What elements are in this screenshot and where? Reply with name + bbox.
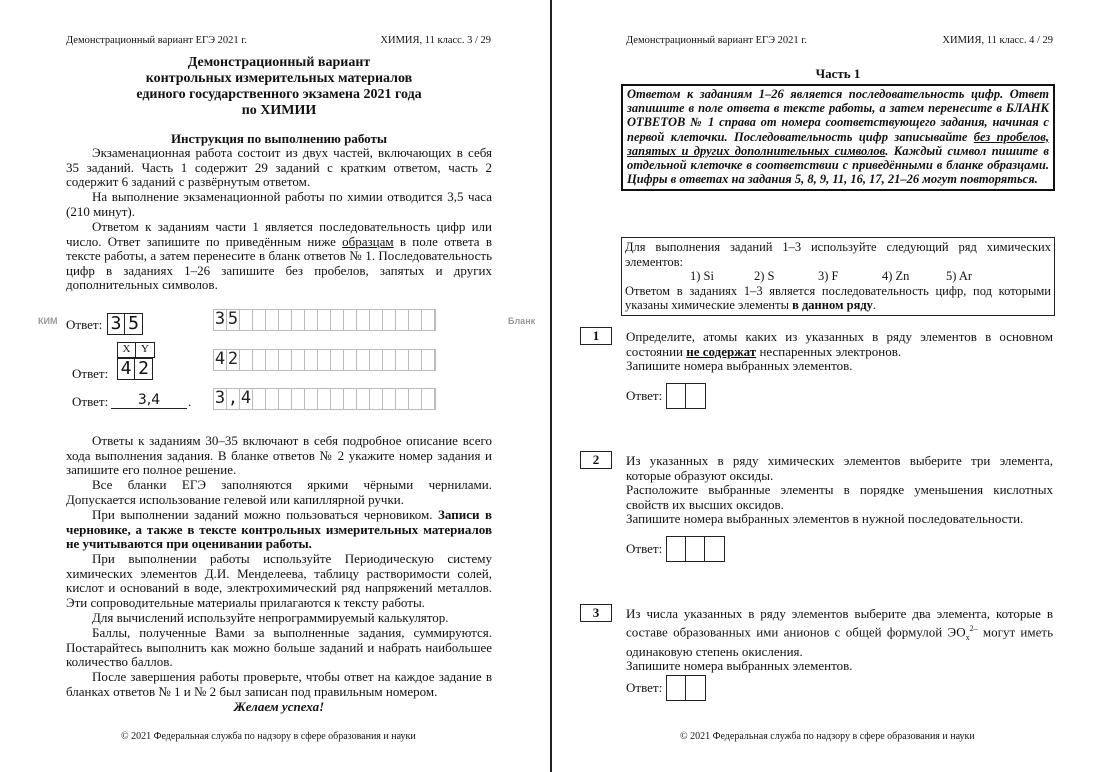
para-7: При выполнении работы используйте Периодическую систему химических элементов Д.И. Менделеева, таблицу растворимости солей, кислот и оснований в воде, электрохимический ряд напряжений металлов. Эти сопроводительные материалы прилагаются к тексту работы. [66, 551, 492, 610]
sample2-digit-2: 2 [138, 358, 149, 379]
sample3-dot: . [188, 394, 192, 409]
para-2: На выполнение экзаменационной работы по химии отводится 3,5 часа (210 минут). [66, 189, 492, 219]
title-line-2: контрольных измерительных материалов [145, 71, 413, 86]
q1-answer-label: Ответ: [626, 388, 663, 403]
element-list [625, 269, 1051, 284]
blank3-cell: , [227, 388, 239, 408]
para-6-bold: Записи в черновике, а также в тексте контрольных измерительных материалов не учитываются при оценивании работы. [66, 507, 493, 551]
q2-c: Запишите номера выбранных элементов в нужной последовательности. [626, 511, 1024, 526]
q3-b: могут иметь одинаковую степень окисления. [626, 623, 1053, 659]
para-10: После завершения работы проверьте, чтобы ответ на каждое задание в бланках ответов № 1 и № 2 был записан под правильным номером. [66, 669, 492, 699]
title-line-4: по ХИМИИ [241, 103, 317, 118]
para-3 [66, 220, 492, 293]
element-item: 2) S [754, 269, 775, 283]
para-9: Баллы, полученные Вами за выполненные задания, суммируются. Постарайтесь выполнить как можно больше заданий и набрать наибольшее количество баллов. [66, 625, 492, 669]
kim-label: КИМ [38, 316, 58, 326]
blank2-cell: 2 [227, 349, 239, 369]
q1-a: Определите, атомы каких из указанных в ряду элементов в основном состоянии [626, 329, 1053, 359]
sample2-digit-1: 4 [118, 359, 135, 379]
q2-a: Из указанных в ряду химических элементов выберите три элемента, которые образуют оксиды. [626, 453, 1053, 483]
element-item: 5) Ar [946, 269, 973, 283]
q1-c: Запишите номера выбранных элементов. [626, 358, 853, 373]
answer-cell[interactable] [667, 537, 686, 561]
question-3-number: 3 [580, 604, 612, 622]
right-header-left: Демонстрационный вариант ЕГЭ 2021 г. [626, 35, 808, 46]
sample1-answer-label: Ответ: [66, 317, 103, 332]
sample3-answer-value: 3,4 [111, 392, 187, 409]
question-2-text [626, 454, 1053, 527]
xy-header-y: Y [141, 343, 149, 355]
sample1-digit-2: 5 [128, 313, 139, 334]
para-3-b: в поле ответа в тексте работы, а затем перенесите в бланк ответов № 1. Последовательность цифр в заданиях 1–26 запишите без пробелов, запятых и других дополнительных символов. [66, 233, 492, 292]
xy-header-box [117, 342, 155, 358]
wish-text: Желаем успеха! [233, 699, 325, 714]
para-3-a: Ответом к заданиям части 1 является последовательность цифр или число. Ответ запишите по приведённым ниже [66, 219, 492, 249]
q2-b: Расположите выбранные элементы в порядке уменьшения кислотных свойств их высших оксидов. [626, 482, 1053, 512]
para-5: Все бланки ЕГЭ заполняются яркими чёрными чернилами. Допускается использование гелевой или капиллярной ручки. [66, 477, 492, 507]
question-1-text [626, 330, 1053, 374]
para-1: Экзаменационная работа состоит из двух частей, включающих в себя 35 заданий. Часть 1 содержит 29 заданий с кратким ответом, часть 2 содержит 6 заданий с развёрнутым ответом. [66, 145, 492, 189]
question-3-text [626, 607, 1053, 674]
context-outro [625, 284, 1051, 313]
sample3-answer-label: Ответ: [72, 394, 109, 409]
blank3-cell: 3 [214, 388, 226, 408]
blank-label: Бланк [508, 316, 536, 326]
para-4: Ответы к заданиям 30–35 включают в себя подробное описание всего хода выполнения задания. В бланке ответов № 2 укажите номер задания и запишите его полное решение. [66, 433, 492, 477]
part1-instruction-box [621, 84, 1055, 191]
para-6 [66, 508, 492, 552]
para-3-underlined: образцам [342, 233, 394, 249]
context-outro-c: . [872, 298, 877, 312]
title-line-3: единого государственного экзамена 2021 года [136, 87, 422, 102]
context-box [621, 237, 1055, 316]
q2-answer-field[interactable] [666, 536, 725, 562]
answer-cell[interactable] [705, 537, 724, 561]
instr-underlined: без пробелов, запятых и других дополнительных символов [627, 129, 1049, 158]
q3-c: Запишите номера выбранных элементов. [626, 658, 853, 674]
answer-cell[interactable] [686, 676, 705, 700]
blank-row-2 [213, 349, 436, 371]
context-intro: Для выполнения заданий 1–3 используйте следующий ряд химических элементов: [625, 240, 1051, 269]
instr-a: Ответом к заданиям 1–26 является последовательность цифр. Ответ запишите в поле ответа в тексте работы, а затем перенесите в БЛАНК ОТВЕТОВ № 1 справа от номера соответствующего задания, начиная с первой клеточки. Последовательность цифр записывайте [627, 87, 1049, 144]
blank-row-3 [213, 388, 436, 410]
instr-b: . Каждый символ пишите в отдельной клеточке в соответствии с приведёнными в бланке образцами. Цифры в ответах на задания 5, 8, 9, 11, 16, 17, 21–26 могут повторяться. [627, 143, 1049, 187]
blank1-cell: 3 [214, 309, 226, 329]
q1-b: неспаренных электронов. [756, 343, 902, 359]
q2-answer-label: Ответ: [626, 541, 663, 556]
context-outro-a: Ответом в заданиях 1–3 является последовательность цифр, под которыми указаны химические элементы [625, 283, 1051, 312]
document-title [66, 55, 492, 119]
sample2-kim-box [117, 358, 153, 380]
left-header-right: ХИМИЯ, 11 класс. 3 / 29 [380, 35, 491, 46]
question-2-number: 2 [580, 451, 612, 469]
page-divider [550, 0, 552, 772]
q3-superscript: 2– [969, 623, 978, 633]
q3-answer-label: Ответ: [626, 680, 663, 695]
blank3-cell: 4 [240, 388, 252, 408]
answer-cell[interactable] [667, 384, 686, 408]
q3-a: Из числа указанных в ряду элементов выберите два элемента, которые в составе образованных ими анионов с общей формулой ЭО [626, 606, 1053, 639]
answer-cell[interactable] [667, 676, 686, 700]
para-6-a: При выполнении заданий можно пользоваться черновиком. [92, 507, 439, 522]
blank1-cell: 5 [227, 309, 239, 329]
right-header-right: ХИМИЯ, 11 класс. 4 / 29 [942, 35, 1053, 46]
part-title: Часть 1 [815, 66, 861, 81]
q1-underlined: не содержат [686, 343, 757, 359]
xy-header-x: X [118, 343, 136, 357]
blank2-cell: 4 [214, 349, 226, 369]
answer-cell[interactable] [686, 384, 705, 408]
question-1-number: 1 [580, 327, 612, 345]
para-8: Для вычислений используйте непрограммируемый калькулятор. [92, 610, 449, 625]
q1-answer-field[interactable] [666, 383, 706, 409]
element-item: 3) F [818, 269, 839, 283]
element-item: 1) Si [690, 269, 714, 283]
sample1-kim-box [107, 313, 143, 335]
q3-answer-field[interactable] [666, 675, 706, 701]
title-line-1: Демонстрационный вариант [187, 55, 371, 70]
element-item: 4) Zn [882, 269, 910, 283]
blank-row-1 [213, 309, 436, 331]
q3-subscript: x [965, 632, 970, 642]
left-header-left: Демонстрационный вариант ЕГЭ 2021 г. [66, 35, 248, 46]
context-outro-bold: в данном ряду [792, 298, 873, 312]
answer-cell[interactable] [686, 537, 705, 561]
instruction-heading: Инструкция по выполнению работы [170, 131, 388, 146]
sample1-digit-1: 3 [108, 314, 125, 334]
left-footer: © 2021 Федеральная служба по надзору в сфере образования и науки [121, 731, 416, 742]
right-footer: © 2021 Федеральная служба по надзору в сфере образования и науки [680, 731, 975, 742]
sample2-answer-label: Ответ: [72, 366, 109, 381]
